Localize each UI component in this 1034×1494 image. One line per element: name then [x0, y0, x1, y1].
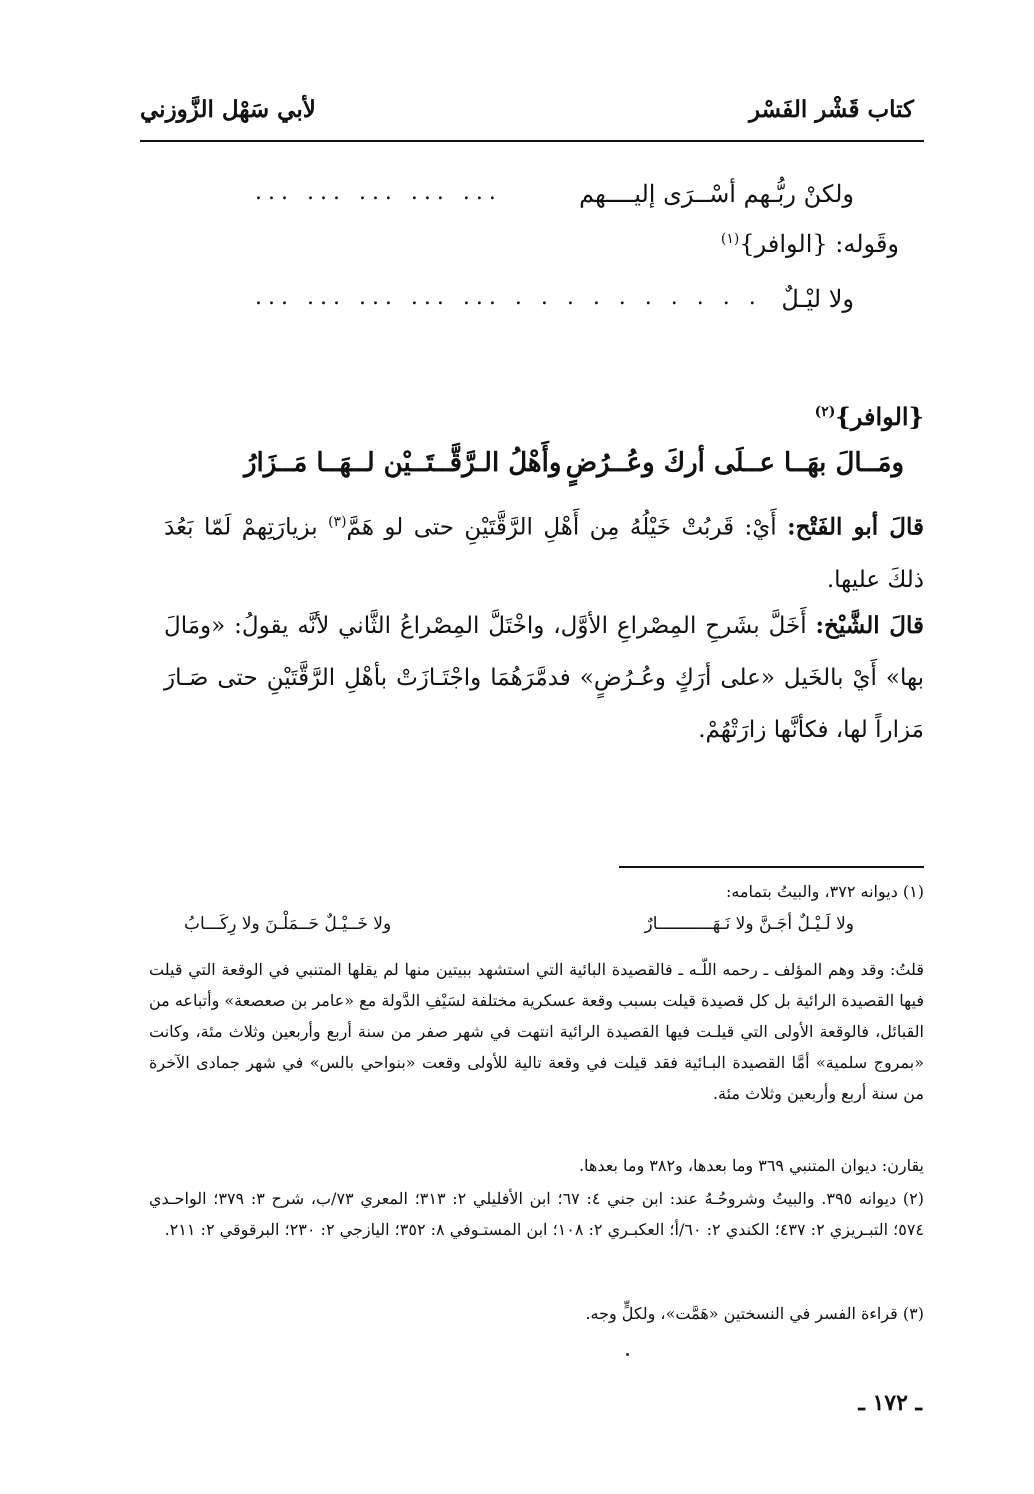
footnote-ref-2: (٢) [814, 404, 836, 420]
footnote-1-body: قلتُ: وقد وهم المؤلف ـ رحمه اللّـه ـ فالقصيدة البائية التي استشهد ببيتين منها لم يقلها المتنبي في الوقعة التي قيلت فيها القصيدة الرائية بل كل قصيدة قيلت بسبب وقعة عسكرية مختلفة لسَيْفِ الدَّولة مع «عامر بن صعصعة» وأتباعه من القبائل، فالوقعة الأولى التي قيلـت فيها القصيدة الرائية انتهت في شهر صفر من سنة أربع وأربعين وثلاث مئة، وكانت «بمروج سلمية» أمَّا القصيدة البـائية فقد قيلت في وقعة تالية للأولى وقعت «بنواحي بالس» في شهر جمادى الآخرة من سنة أربع وأربعين وثلاث مئة. [149, 960, 925, 1103]
commentary-abu-al-fath-text: أَيْ: قَربُتْ خَيْلُهُ مِن أَهْلِ الرَّقَّتَيْنِ حتى لو هَمَّ [346, 514, 788, 541]
verse-fragment-2: ولا ليْـلٌ [781, 285, 854, 313]
footnote-1-verse-second: ولا خَــيْـلٌ حَــمَلْـنَ ولا رِكَـــابُ [184, 914, 392, 934]
quote-intro-text: وقَوله: {الوافر} [739, 230, 899, 258]
speaker-al-shaykh: قالَ الشَّيْخ: [815, 612, 924, 639]
poem-verse [244, 448, 904, 488]
verse-fragment-1: ولكنْ ربُّـهم أسْــرَى إليــــهم [579, 180, 854, 208]
commentary-al-shaykh [164, 600, 924, 756]
meter-name: {الوافر} [835, 402, 924, 431]
header-divider [140, 140, 924, 142]
footnote-1-head: (١) ديوانه ٣٧٢، والبيتُ بتمامه: [725, 882, 924, 901]
footnote-1-compare: يقارن: ديوان المتنبي ٣٦٩ وما بعدها، و٣٨٢ وما بعدها. [578, 1156, 924, 1175]
commentary-abu-al-fath [164, 496, 924, 606]
page-number: ـ ١٧٢ ـ [858, 1390, 922, 1416]
running-header-book-title: كتاب قَشْر الفَسْر [748, 96, 914, 123]
quote-intro [721, 230, 899, 258]
poem-first-hemistich: ومَــالَ بهَــا عــلَى أركَ وعُــرُضٍ [565, 448, 904, 478]
meter-heading [815, 402, 924, 431]
verse-fragment-2-ellipsis: ... ... ... ... ... . . . . . . . . . . [255, 285, 762, 310]
footnote-divider [619, 866, 924, 868]
print-speck [626, 1353, 629, 1356]
running-header-author: لأبي سَهْل الزَّوزني [140, 96, 316, 123]
footnote-ref-1: (١) [720, 231, 740, 247]
footnote-ref-3: (٣) [328, 514, 347, 530]
footnote-1-verse [184, 914, 854, 942]
commentary-abu-al-fath-text-cont: بزيارَتِهمْ لَمّا بَعُدَ ذلكَ عليها. [164, 514, 924, 593]
footnote-2: (٢) ديوانه ٣٩٥. والبيتُ وشروحُـهُ عند: ابن جني ٤: ٦٧؛ ابن الأفليلي ٢: ٣١٣؛ المعري ٧٣/ب، شرح ٣: ٣٧٩؛ الواحـدي ٥٧٤؛ التبـريزي ٢: ٤٣٧؛ الكندي ٢: ٦٠/أ؛ العكبـري ٢: ١٠٨؛ ابن المستـوفي ٨: ٣٥٢؛ اليازجي ٢: ٢٣٠؛ البرقوقي ٢: ٢١١. [149, 1189, 925, 1239]
verse-fragment-1-ellipsis: ... ... ... ... ... [255, 180, 502, 205]
speaker-abu-al-fath: قالَ أبو الفَتْح: [787, 513, 925, 541]
footnote-1-verse-first: ولا لَـيْـلٌ أجَـنَّ ولا نَـهَـــــــــــارٌ [644, 914, 854, 934]
commentary-al-shaykh-text: أَخَلَّ بشَرحِ المِصْراعِ الأوَّل، واخْتَلَّ المِصْراعُ الثَّاني لأنَّه يقولُ: «ومَالَ بها» أَيْ بالخَيل «على أرَكٍ وعُـرُضٍ» فدمَّرَهُمَا واجْتَـازَتْ بأهْلِ الرَّقَّتَيْنِ حتى صَـارَ مَزاراً لها، فكأنَّها زارَتْهُمْ. [164, 613, 924, 743]
poem-second-hemistich: وأَهْلُ الـرَّقَّــتَــيْن لــهَــا مَــزَارُ [244, 448, 562, 478]
footnote-3: (٣) قراءة الفسر في النسختين «هَمَّت»، ولكلٍّ وجه. [585, 1304, 924, 1323]
